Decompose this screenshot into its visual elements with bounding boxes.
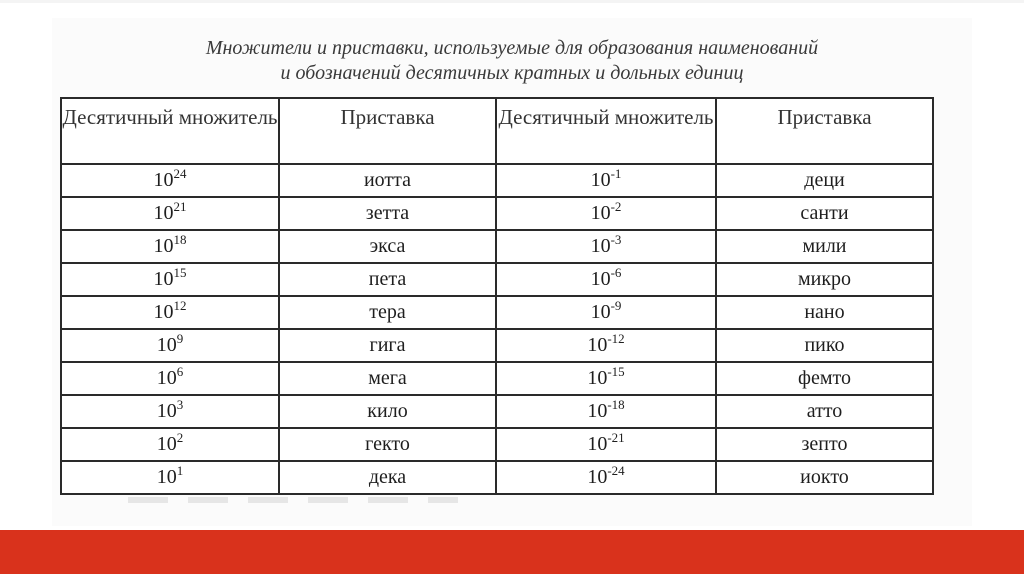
multiplier-exponent: 15 <box>173 265 187 280</box>
prefix-cell-2: санти <box>716 197 933 230</box>
multiplier-base: 10 <box>153 202 174 224</box>
multiplier-exponent-2: -18 <box>607 397 625 412</box>
prefix-cell: тера <box>279 296 496 329</box>
accent-footer-bar <box>0 530 1024 574</box>
prefix-cell-2: деци <box>716 164 933 197</box>
multiplier-base: 10 <box>156 367 177 389</box>
multiplier-exponent: 12 <box>173 298 187 313</box>
multiplier-cell <box>61 197 279 230</box>
header-multiplier-2: Десятичный множитель <box>496 98 716 164</box>
multiplier-base: 10 <box>156 433 177 455</box>
multiplier-base-2: 10 <box>590 301 611 323</box>
multiplier-base: 10 <box>156 400 177 422</box>
multiplier-cell <box>61 263 279 296</box>
prefix-cell-2: иокто <box>716 461 933 494</box>
prefix-cell: экса <box>279 230 496 263</box>
multiplier-base-2: 10 <box>590 169 611 191</box>
multiplier-exponent-2: -21 <box>607 430 625 445</box>
header-prefix: Приставка <box>279 98 496 164</box>
multiplier-cell <box>61 461 279 494</box>
multiplier-base-2: 10 <box>587 433 608 455</box>
multiplier-base: 10 <box>153 235 174 257</box>
top-divider <box>0 0 1024 3</box>
multiplier-base: 10 <box>156 466 177 488</box>
prefix-cell: иотта <box>279 164 496 197</box>
multiplier-base: 10 <box>153 301 174 323</box>
multiplier-base-2: 10 <box>587 334 608 356</box>
multiplier-cell <box>61 230 279 263</box>
multiplier-base-2: 10 <box>590 235 611 257</box>
multiplier-exponent-2: -2 <box>610 199 622 214</box>
prefix-cell-2: зепто <box>716 428 933 461</box>
table-row <box>61 197 933 230</box>
multiplier-exponent: 18 <box>173 232 187 247</box>
multiplier-cell-2 <box>496 263 716 296</box>
table-row <box>61 263 933 296</box>
multiplier-exponent-2: -1 <box>610 166 622 181</box>
multiplier-exponent: 1 <box>176 463 184 478</box>
prefix-cell: дека <box>279 461 496 494</box>
header-prefix-2: Приставка <box>716 98 933 164</box>
multiplier-exponent-2: -3 <box>610 232 622 247</box>
multiplier-base: 10 <box>156 334 177 356</box>
multiplier-cell <box>61 164 279 197</box>
multiplier-exponent-2: -24 <box>607 463 625 478</box>
prefix-table <box>60 97 934 495</box>
prefix-cell: зетта <box>279 197 496 230</box>
multiplier-cell-2 <box>496 461 716 494</box>
prefix-cell: гекто <box>279 428 496 461</box>
multiplier-exponent: 21 <box>173 199 187 214</box>
multiplier-cell-2 <box>496 428 716 461</box>
prefix-cell: гига <box>279 329 496 362</box>
table-row <box>61 296 933 329</box>
multiplier-cell-2 <box>496 395 716 428</box>
prefix-cell: пета <box>279 263 496 296</box>
multiplier-base: 10 <box>153 268 174 290</box>
title-line-1: Множители и приставки, используемые для образования наименований <box>205 37 819 59</box>
multiplier-cell-2 <box>496 362 716 395</box>
multiplier-cell-2 <box>496 329 716 362</box>
multiplier-exponent: 24 <box>173 166 187 181</box>
prefix-cell-2: фемто <box>716 362 933 395</box>
prefix-cell-2: атто <box>716 395 933 428</box>
header-multiplier: Десятичный множитель <box>61 98 279 164</box>
multiplier-exponent-2: -9 <box>610 298 622 313</box>
table-title <box>60 36 964 86</box>
multiplier-base-2: 10 <box>587 400 608 422</box>
table-row <box>61 395 933 428</box>
multiplier-cell <box>61 362 279 395</box>
table-row <box>61 362 933 395</box>
cropped-text-remnant <box>128 497 458 503</box>
multiplier-exponent: 2 <box>176 430 184 445</box>
multiplier-cell-2 <box>496 164 716 197</box>
multiplier-exponent: 3 <box>176 397 184 412</box>
multiplier-exponent-2: -15 <box>607 364 625 379</box>
prefix-cell-2: мили <box>716 230 933 263</box>
multiplier-exponent: 6 <box>176 364 184 379</box>
multiplier-base-2: 10 <box>587 466 608 488</box>
multiplier-exponent-2: -12 <box>607 331 625 346</box>
table-header-row <box>61 98 933 164</box>
prefix-cell-2: нано <box>716 296 933 329</box>
multiplier-exponent-2: -6 <box>610 265 622 280</box>
title-line-2: и обозначений десятичных кратных и дольных единиц <box>280 62 744 84</box>
table-row <box>61 461 933 494</box>
prefix-cell: кило <box>279 395 496 428</box>
multiplier-base-2: 10 <box>587 367 608 389</box>
multiplier-exponent: 9 <box>176 331 184 346</box>
table-row <box>61 164 933 197</box>
multiplier-base: 10 <box>153 169 174 191</box>
table-row <box>61 230 933 263</box>
table-row <box>61 329 933 362</box>
table-row <box>61 428 933 461</box>
multiplier-cell-2 <box>496 230 716 263</box>
multiplier-cell <box>61 329 279 362</box>
multiplier-cell <box>61 296 279 329</box>
multiplier-cell <box>61 395 279 428</box>
prefix-cell: мега <box>279 362 496 395</box>
multiplier-base-2: 10 <box>590 268 611 290</box>
multiplier-cell-2 <box>496 296 716 329</box>
prefix-cell-2: микро <box>716 263 933 296</box>
prefix-cell-2: пико <box>716 329 933 362</box>
multiplier-cell <box>61 428 279 461</box>
multiplier-cell-2 <box>496 197 716 230</box>
multiplier-base-2: 10 <box>590 202 611 224</box>
